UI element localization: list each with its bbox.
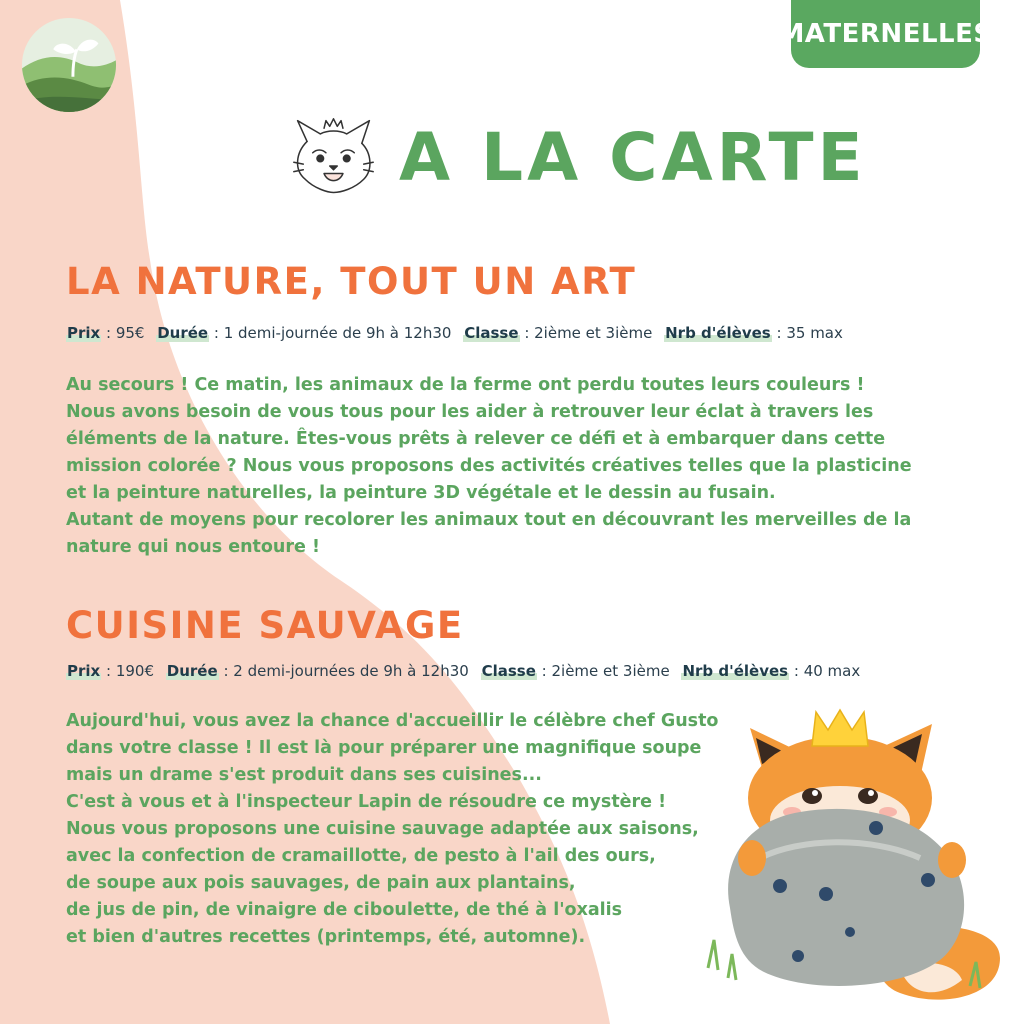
section-body-cuisine xyxy=(66,708,718,951)
body-line: Nous avons besoin de vous tous pour les aider à retrouver leur éclat à travers les xyxy=(66,402,874,422)
level-badge: MATERNELLES xyxy=(791,0,980,68)
section-body-nature xyxy=(66,372,912,561)
body-line: mission colorée ? Nous vous proposons des activités créatives telles que la plasticine xyxy=(66,456,912,476)
fox-with-rock-illustration xyxy=(700,708,1010,1008)
meta-key-duration: Durée xyxy=(157,324,209,342)
meta-value-students: : 40 max xyxy=(793,662,861,680)
body-line: et la peinture naturelles, la peinture 3D végétale et le dessin au fusain. xyxy=(66,483,776,503)
body-line: mais un drame s'est produit dans ses cuisines... xyxy=(66,765,542,785)
meta-value-students: : 35 max xyxy=(776,324,843,342)
meta-key-price: Prix xyxy=(67,662,101,680)
section-meta-cuisine xyxy=(66,662,867,680)
meta-value-duration: : 2 demi-journées de 9h à 12h30 xyxy=(223,662,469,680)
meta-key-students: Nrb d'élèves xyxy=(682,662,789,680)
body-line: Autant de moyens pour recolorer les animaux tout en découvrant les merveilles de la xyxy=(66,510,912,530)
page-header xyxy=(286,112,867,202)
meta-key-class: Classe xyxy=(464,324,519,342)
fox-head-sketch-icon xyxy=(286,115,381,200)
meta-key-class: Classe xyxy=(481,662,536,680)
body-line: Aujourd'hui, vous avez la chance d'accueillir le célèbre chef Gusto xyxy=(66,711,719,731)
meta-key-duration: Durée xyxy=(166,662,218,680)
sprout-hill-logo xyxy=(20,16,118,114)
body-line: C'est à vous et à l'inspecteur Lapin de résoudre ce mystère ! xyxy=(66,792,667,812)
meta-key-price: Prix xyxy=(67,324,101,342)
body-line: de soupe aux pois sauvages, de pain aux plantains, xyxy=(66,873,576,893)
section-title-nature: LA NATURE, TOUT UN ART xyxy=(66,260,637,303)
meta-value-price: : 190€ xyxy=(106,662,154,680)
section-meta-nature xyxy=(66,324,850,342)
page-title: A LA CARTE xyxy=(399,118,867,196)
meta-value-duration: : 1 demi-journée de 9h à 12h30 xyxy=(213,324,452,342)
meta-key-students: Nrb d'élèves xyxy=(665,324,771,342)
body-line: dans votre classe ! Il est là pour préparer une magnifique soupe xyxy=(66,738,702,758)
body-line: et bien d'autres recettes (printemps, été, automne). xyxy=(66,927,586,947)
body-line: Nous vous proposons une cuisine sauvage adaptée aux saisons, xyxy=(66,819,699,839)
meta-value-class: : 2ième et 3ième xyxy=(524,324,653,342)
body-line: de jus de pin, de vinaigre de ciboulette, de thé à l'oxalis xyxy=(66,900,623,920)
body-line: Au secours ! Ce matin, les animaux de la ferme ont perdu toutes leurs couleurs ! xyxy=(66,375,865,395)
meta-value-class: : 2ième et 3ième xyxy=(541,662,670,680)
section-title-cuisine: CUISINE SAUVAGE xyxy=(66,604,464,647)
body-line: nature qui nous entoure ! xyxy=(66,537,320,557)
body-line: éléments de la nature. Êtes-vous prêts à relever ce défi et à embarquer dans cette xyxy=(66,429,886,449)
body-line: avec la confection de cramaillotte, de pesto à l'ail des ours, xyxy=(66,846,656,866)
meta-value-price: : 95€ xyxy=(106,324,145,342)
